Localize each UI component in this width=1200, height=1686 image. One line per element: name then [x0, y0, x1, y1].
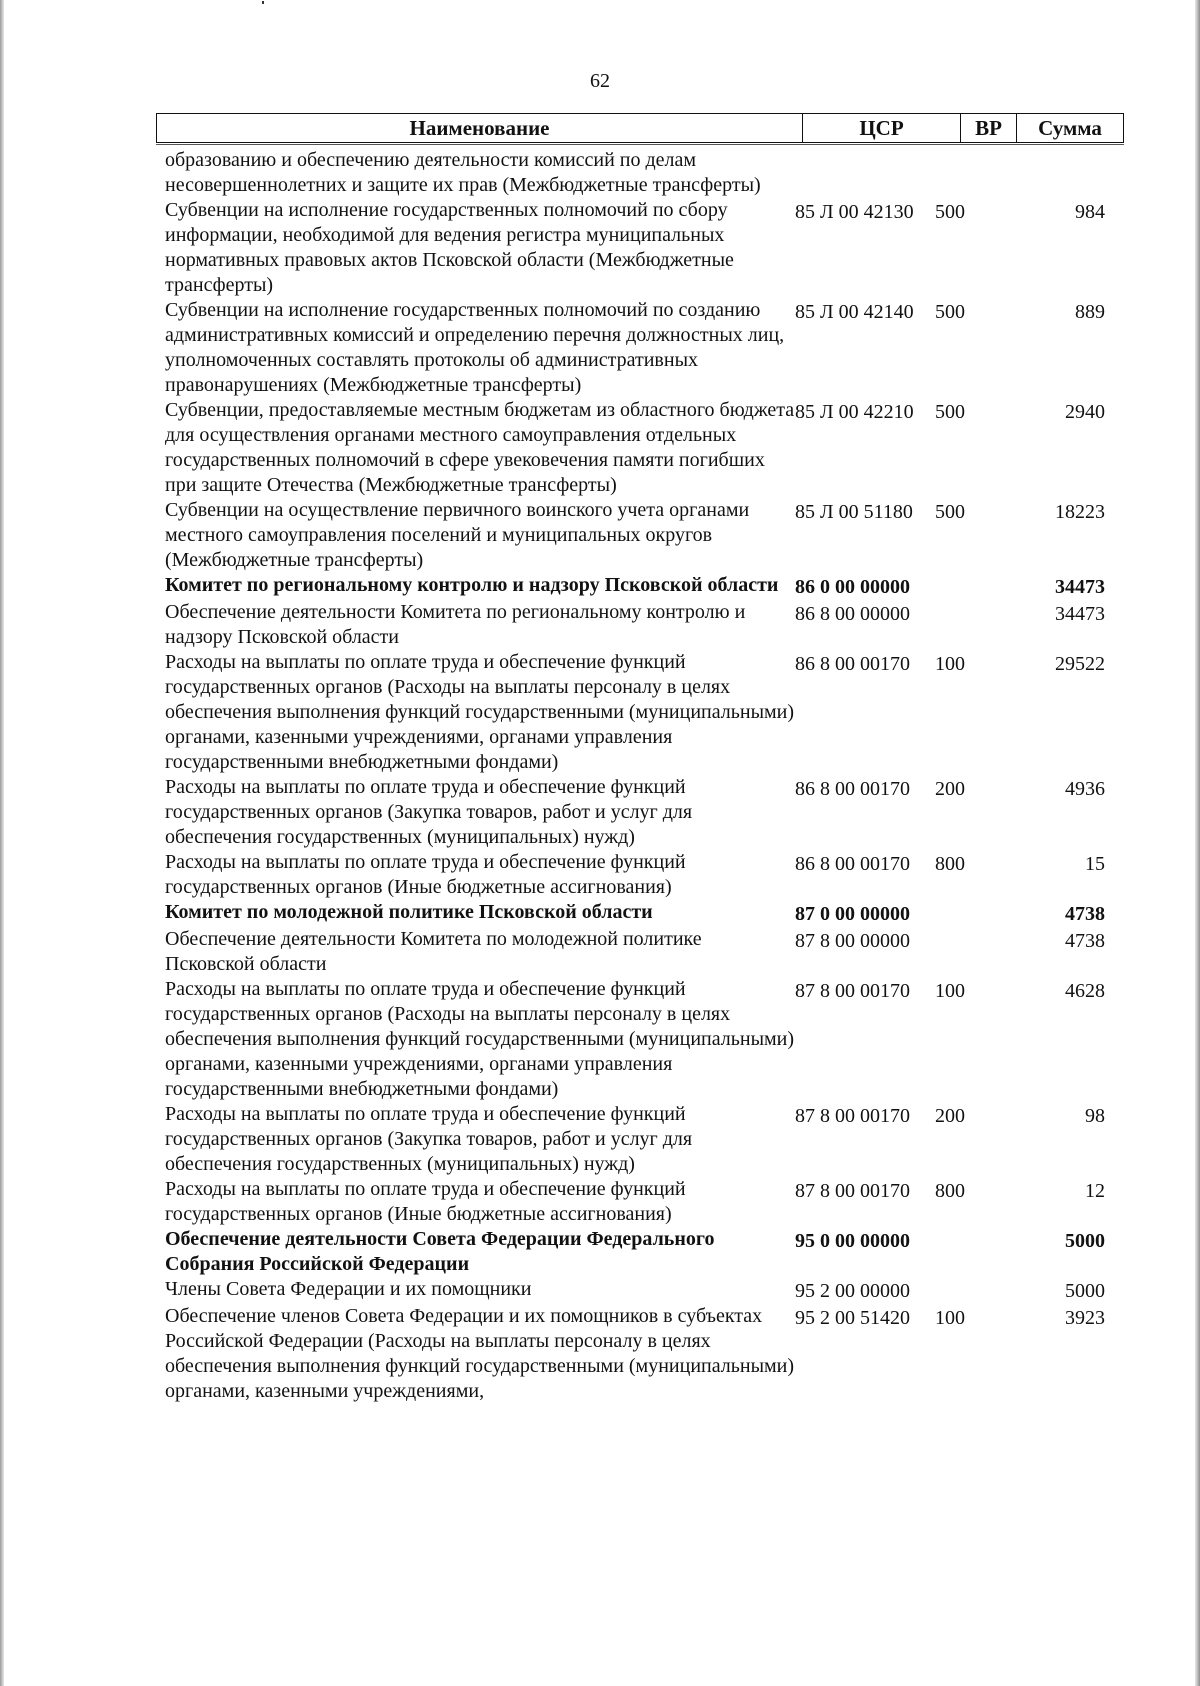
row-sum-cell: 15 [1085, 853, 1105, 875]
row-name-cell: Субвенции на осуществление первичного воинского учета органами местного самоуправления поселений и муниципальных округов (Межбюджетные трансферты) [165, 499, 750, 571]
row-vr-cell [935, 1277, 995, 1279]
header-shadow-line [156, 141, 1124, 145]
table-row [165, 298, 1115, 398]
table-row [165, 1102, 1115, 1177]
row-sum-cell: 2940 [1065, 401, 1105, 423]
row-sum-cell: 29522 [1055, 653, 1105, 675]
row-name-cell: образованию и обеспечению деятельности комиссий по делам несовершеннолетних и защите их прав (Межбюджетные трансферты) [165, 149, 761, 196]
table-row [165, 198, 1115, 298]
table-row [165, 148, 1115, 198]
row-csr-cell: 85 Л 00 51180 [795, 501, 913, 523]
row-csr-cell: 87 0 00 00000 [795, 903, 910, 925]
row-name-cell: Обеспечение деятельности Комитета по региональному контролю и надзору Псковской области [165, 601, 746, 648]
row-vr-cell: 100 [935, 1307, 965, 1329]
row-name-cell: Члены Совета Федерации и их помощники [165, 1278, 532, 1300]
row-csr-cell: 86 8 00 00170 [795, 778, 910, 800]
page-number: 62 [590, 70, 610, 92]
row-sum-cell: 4628 [1065, 980, 1105, 1002]
table-row [165, 850, 1115, 900]
row-name-cell: Расходы на выплаты по оплате труда и обеспечение функций государственных органов (Иные бюджетные ассигнования) [165, 1178, 686, 1225]
row-name-cell: Субвенции на исполнение государственных полномочий по созданию административных комиссий и определению перечня должностных лиц, уполномоченных составлять протоколы об административных правонарушениях (Межбюджетные трансферты) [165, 299, 785, 396]
row-vr-cell: 500 [935, 401, 965, 423]
column-header-vr: ВР [961, 114, 1017, 142]
row-name-cell: Расходы на выплаты по оплате труда и обеспечение функций государственных органов (Иные бюджетные ассигнования) [165, 851, 686, 898]
scan-edge-left [0, 0, 4, 1686]
row-name-cell: Комитет по региональному контролю и надзору Псковской области [165, 574, 779, 596]
row-name-cell: Комитет по молодежной политике Псковской области [165, 901, 653, 923]
row-vr-cell: 800 [935, 1180, 965, 1202]
row-sum-cell: 889 [1075, 301, 1105, 323]
row-name-cell: Обеспечение деятельности Совета Федерации Федерального Собрания Российской Федерации [165, 1228, 715, 1275]
row-sum-cell: 5000 [1065, 1280, 1105, 1302]
row-sum-cell: 18223 [1055, 501, 1105, 523]
row-csr-cell: 87 8 00 00170 [795, 980, 910, 1002]
row-vr-cell [935, 927, 995, 929]
table-row [165, 600, 1115, 650]
row-vr-cell: 500 [935, 301, 965, 323]
row-csr-cell: 87 8 00 00170 [795, 1180, 910, 1202]
row-csr-cell: 85 Л 00 42140 [795, 301, 914, 323]
row-csr-cell: 87 8 00 00000 [795, 930, 910, 952]
row-csr-cell: 85 Л 00 42210 [795, 401, 914, 423]
table-row [165, 1227, 1115, 1277]
row-csr-cell: 85 Л 00 42130 [795, 201, 914, 223]
row-vr-cell: 500 [935, 201, 965, 223]
scan-edge-right [1195, 0, 1200, 1686]
table-row [165, 900, 1115, 927]
row-csr-cell: 95 2 00 00000 [795, 1280, 910, 1302]
column-header-sum: Сумма [1038, 116, 1102, 140]
row-vr-cell [935, 900, 995, 902]
row-sum-cell [995, 148, 1105, 150]
row-name-cell: Расходы на выплаты по оплате труда и обеспечение функций государственных органов (Закупка товаров, работ и услуг для обеспечения государственных (муниципальных) нужд) [165, 776, 693, 848]
row-csr-cell: 95 0 00 00000 [795, 1230, 910, 1252]
row-vr-cell: 200 [935, 778, 965, 800]
row-csr-cell [795, 148, 935, 150]
row-sum-cell: 4738 [1065, 930, 1105, 952]
table-body [165, 148, 1115, 1404]
table-row [165, 1177, 1115, 1227]
row-vr-cell [935, 1227, 995, 1229]
table-header [156, 113, 1124, 143]
row-csr-cell: 87 8 00 00170 [795, 1105, 910, 1127]
table-row [165, 927, 1115, 977]
table-row [165, 650, 1115, 775]
row-vr-cell: 800 [935, 853, 965, 875]
row-csr-cell: 86 0 00 00000 [795, 576, 910, 598]
row-sum-cell: 34473 [1055, 603, 1105, 625]
row-name-cell: Субвенции, предоставляемые местным бюджетам из областного бюджета для осуществления органами местного самоуправления отдельных государственных полномочий в сфере увековечения памяти погибших при защите Отечества (Межбюджетные трансферты) [165, 399, 795, 496]
row-name-cell: Обеспечение деятельности Комитета по молодежной политике Псковской области [165, 928, 702, 975]
row-sum-cell: 5000 [1065, 1230, 1105, 1252]
row-csr-cell: 86 8 00 00170 [795, 853, 910, 875]
table-row [165, 775, 1115, 850]
table-row [165, 498, 1115, 573]
row-vr-cell: 200 [935, 1105, 965, 1127]
table-row [165, 573, 1115, 600]
row-sum-cell: 98 [1085, 1105, 1105, 1127]
row-csr-cell: 95 2 00 51420 [795, 1307, 910, 1329]
scan-speck [262, 1, 264, 4]
row-name-cell: Обеспечение членов Совета Федерации и их помощников в субъектах Российской Федерации (Расходы на выплаты персоналу в целях обеспечения выполнения функций государственными (муниципальными) органами, казенными учреждениями, [165, 1305, 795, 1402]
row-name-cell: Расходы на выплаты по оплате труда и обеспечение функций государственных органов (Закупка товаров, работ и услуг для обеспечения государственных (муниципальных) нужд) [165, 1103, 693, 1175]
table-row [165, 398, 1115, 498]
row-name-cell: Расходы на выплаты по оплате труда и обеспечение функций государственных органов (Расходы на выплаты персоналу в целях обеспечения выполнения функций государственными (муниципальными) органами, казенными учреждениями, органами управления государственными внебюджетными фондами) [165, 651, 795, 773]
row-sum-cell: 4936 [1065, 778, 1105, 800]
table-row [165, 1277, 1115, 1304]
row-sum-cell: 12 [1085, 1180, 1105, 1202]
column-header-csr: ЦСР [803, 114, 961, 142]
row-vr-cell [935, 573, 995, 575]
row-vr-cell [935, 148, 995, 150]
row-sum-cell: 4738 [1065, 903, 1105, 925]
row-name-cell: Расходы на выплаты по оплате труда и обеспечение функций государственных органов (Расходы на выплаты персоналу в целях обеспечения выполнения функций государственными (муниципальными) органами, казенными учреждениями, органами управления государственными внебюджетными фондами) [165, 978, 795, 1100]
row-vr-cell [935, 600, 995, 602]
column-header-name: Наименование [157, 114, 803, 142]
row-vr-cell: 500 [935, 501, 965, 523]
row-sum-cell: 3923 [1065, 1307, 1105, 1329]
row-sum-cell: 984 [1075, 201, 1105, 223]
table-row [165, 977, 1115, 1102]
row-sum-cell: 34473 [1055, 576, 1105, 598]
row-vr-cell: 100 [935, 980, 965, 1002]
row-csr-cell: 86 8 00 00000 [795, 603, 910, 625]
table-row [165, 1304, 1115, 1404]
row-csr-cell: 86 8 00 00170 [795, 653, 910, 675]
row-name-cell: Субвенции на исполнение государственных полномочий по сбору информации, необходимой для ведения регистра муниципальных нормативных правовых актов Псковской области (Межбюджетные трансферты) [165, 199, 734, 296]
row-vr-cell: 100 [935, 653, 965, 675]
